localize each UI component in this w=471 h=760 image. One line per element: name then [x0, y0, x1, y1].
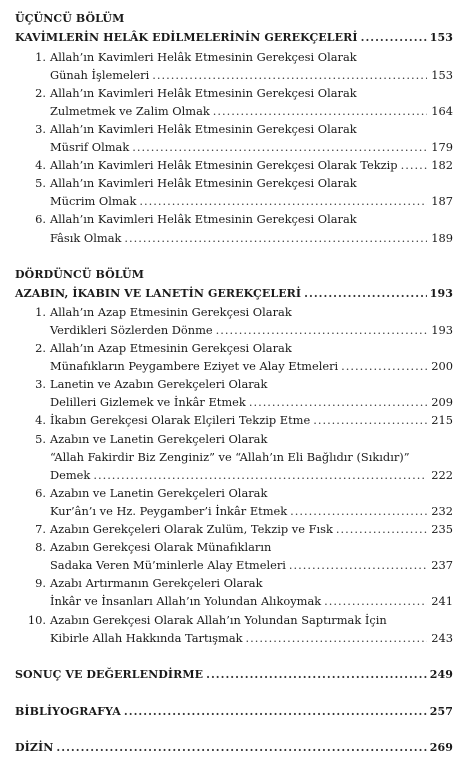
entry-number: 9. — [35, 576, 46, 590]
toc-entry[interactable] — [33, 522, 453, 537]
endmatter-row[interactable] — [15, 704, 453, 719]
toc-entry[interactable] — [33, 377, 471, 392]
dot-leader — [246, 395, 427, 410]
page-number: 222 — [431, 468, 453, 482]
chapter-title: AZABIN, İKABIN VE LANETİN GEREKÇELERİ — [15, 287, 302, 300]
endmatter-title: BİBLİYOGRAFYA — [15, 705, 121, 718]
dot-leader — [310, 413, 427, 428]
toc-entry-continuation[interactable] — [50, 323, 453, 338]
toc-entry[interactable] — [33, 50, 471, 65]
entry-title: Kur’ân’ı ve Hz. Peygamber’i İnkâr Etmek — [50, 504, 288, 518]
entry-title: Allah’ın Kavimleri Helâk Etmesinin Gerekçesi Olarak — [50, 176, 357, 190]
entry-number: 3. — [35, 122, 46, 136]
page-number: 235 — [431, 522, 453, 536]
page-number: 179 — [431, 140, 453, 154]
toc-entry-continuation[interactable] — [50, 468, 453, 483]
page-number: 164 — [431, 104, 453, 118]
toc-entry-continuation[interactable] — [50, 104, 453, 119]
entry-number: 3. — [35, 377, 46, 391]
dot-leader — [358, 30, 427, 45]
entry-title: Azabı Artırmanın Gerekçeleri Olarak — [50, 576, 263, 590]
part-heading: ÜÇÜNCÜ BÖLÜM — [15, 12, 125, 25]
dot-leader — [338, 359, 427, 374]
page-number: 209 — [431, 395, 453, 409]
entry-title: Fâsık Olmak — [50, 231, 122, 245]
page-number: 232 — [431, 504, 453, 518]
toc-entry-continuation[interactable] — [50, 194, 453, 209]
toc-entry-continuation[interactable] — [50, 231, 453, 246]
page-number: 182 — [431, 158, 453, 172]
dot-leader — [136, 194, 427, 209]
endmatter-row[interactable] — [15, 667, 453, 682]
entry-number: 4. — [35, 158, 46, 172]
entry-number: 2. — [35, 341, 46, 355]
toc-entry[interactable] — [33, 341, 471, 356]
entry-title: Demek — [50, 468, 91, 482]
page-number: 257 — [429, 705, 453, 718]
entry-title: Azabın Gerekçesi Olarak Allah’ın Yolundan Saptırmak İçin — [50, 613, 387, 627]
dot-leader — [149, 68, 427, 83]
entry-title: Allah’ın Kavimleri Helâk Etmesinin Gerekçesi Olarak — [50, 86, 357, 100]
chapter-title: KAVİMLERİN HELÂK EDİLMELERİNİN GEREKÇELERİ — [15, 31, 358, 44]
toc-entry-continuation[interactable] — [50, 140, 453, 155]
entry-number: 5. — [35, 432, 46, 446]
entry-title: İkabın Gerekçesi Olarak Elçileri Tekzip Etme — [50, 413, 311, 427]
toc-entry[interactable] — [33, 86, 471, 101]
toc-entry[interactable] — [33, 305, 471, 320]
page-number: 193 — [431, 323, 453, 337]
entry-title: Mücrim Olmak — [50, 194, 137, 208]
entry-title: Allah’ın Azap Etmesinin Gerekçesi Olarak — [50, 305, 292, 319]
endmatter-title: DİZİN — [15, 741, 54, 754]
entry-title: Lanetin ve Azabın Gerekçeleri Olarak — [50, 377, 268, 391]
entry-number: 1. — [35, 305, 46, 319]
toc-entry[interactable] — [33, 158, 453, 173]
dot-leader — [301, 286, 427, 301]
endmatter-title: SONUÇ VE DEĞERLENDİRME — [15, 668, 204, 681]
entry-title: “Allah Fakirdir Biz Zenginiz” ve “Allah’ın Eli Bağlıdır (Sıkıdır)” — [50, 450, 410, 464]
toc-entry[interactable] — [33, 212, 471, 227]
page-number: 241 — [431, 594, 453, 608]
toc-entry[interactable] — [33, 122, 471, 137]
entry-title: Müsrif Olmak — [50, 140, 130, 154]
entry-number: 5. — [35, 176, 46, 190]
entry-title: İnkâr ve İnsanları Allah’ın Yolundan Alıkoymak — [50, 594, 322, 608]
chapter-title-row[interactable] — [15, 286, 453, 301]
toc-entry-continuation[interactable] — [50, 504, 453, 519]
dot-leader — [90, 468, 427, 483]
page-number: 249 — [429, 668, 453, 681]
toc-entry-continuation[interactable] — [50, 558, 453, 573]
chapter-title-row[interactable] — [15, 30, 453, 45]
entry-number: 10. — [27, 613, 46, 627]
page-number: 187 — [431, 194, 453, 208]
dot-leader — [286, 558, 427, 573]
dot-leader — [243, 631, 427, 646]
entry-title: Allah’ın Azap Etmesinin Gerekçesi Olarak — [50, 341, 292, 355]
entry-title: Allah’ın Kavimleri Helâk Etmesinin Gerekçesi Olarak — [50, 212, 357, 226]
endmatter-row[interactable] — [15, 740, 453, 755]
entry-title: Allah’ın Kavimleri Helâk Etmesinin Gerekçesi Olarak — [50, 122, 357, 136]
entry-title: Delilleri Gizlemek ve İnkâr Etmek — [50, 395, 246, 409]
entry-number: 6. — [35, 486, 46, 500]
entry-number: 6. — [35, 212, 46, 226]
entry-title: Günah İşlemeleri — [50, 68, 150, 82]
entry-title: Azabın ve Lanetin Gerekçeleri Olarak — [50, 432, 268, 446]
entry-title: Kibirle Allah Hakkında Tartışmak — [50, 631, 243, 645]
entry-title: Azabın ve Lanetin Gerekçeleri Olarak — [50, 486, 268, 500]
entry-title: Verdikleri Sözlerden Dönme — [50, 323, 213, 337]
dot-leader — [53, 740, 427, 755]
page-number: 200 — [431, 359, 453, 373]
entry-number: 7. — [35, 522, 46, 536]
toc-entry[interactable] — [33, 576, 471, 591]
toc-entry[interactable] — [33, 176, 471, 191]
entry-number: 2. — [35, 86, 46, 100]
toc-entry[interactable] — [33, 540, 471, 555]
page-number: 215 — [431, 413, 453, 427]
entry-number: 8. — [35, 540, 46, 554]
dot-leader — [333, 522, 427, 537]
page-number: 153 — [431, 68, 453, 82]
dot-leader — [129, 140, 427, 155]
dot-leader — [203, 667, 427, 682]
toc-entry[interactable] — [33, 486, 471, 501]
page-number: 189 — [431, 231, 453, 245]
toc-entry-continuation[interactable] — [50, 68, 453, 83]
entry-title: Allah’ın Kavimleri Helâk Etmesinin Gerekçesi Olarak Tekzip — [50, 158, 398, 172]
toc-entry[interactable] — [33, 413, 453, 428]
entry-title: Azabın Gerekçeleri Olarak Zulüm, Tekzip ve Fısk — [50, 522, 333, 536]
toc-entry-continuation[interactable] — [50, 359, 453, 374]
toc-entry-continuation[interactable] — [50, 450, 471, 465]
toc-entry-continuation[interactable] — [50, 395, 453, 410]
toc-entry-continuation[interactable] — [50, 631, 453, 646]
toc-entry[interactable] — [27, 613, 471, 628]
entry-title: Sadaka Veren Mü’minlerle Alay Etmeleri — [50, 558, 286, 572]
toc-entry[interactable] — [33, 432, 471, 447]
page-number: 153 — [429, 31, 453, 44]
page-number: 237 — [431, 558, 453, 572]
page-number: 193 — [429, 287, 453, 300]
entry-title: Azabın Gerekçesi Olarak Münafıkların — [50, 540, 272, 554]
part-heading: DÖRDÜNCÜ BÖLÜM — [15, 268, 145, 281]
dot-leader — [287, 504, 427, 519]
toc-entry-continuation[interactable] — [50, 594, 453, 609]
dot-leader — [398, 158, 427, 173]
entry-title: Zulmetmek ve Zalim Olmak — [50, 104, 210, 118]
dot-leader — [213, 323, 427, 338]
dot-leader — [210, 104, 427, 119]
dot-leader — [321, 594, 427, 609]
entry-number: 1. — [35, 50, 46, 64]
entry-title: Münafıkların Peygambere Eziyet ve Alay Etmeleri — [50, 359, 339, 373]
page-number: 243 — [431, 631, 453, 645]
entry-title: Allah’ın Kavimleri Helâk Etmesinin Gerekçesi Olarak — [50, 50, 357, 64]
dot-leader — [121, 231, 427, 246]
page-number: 269 — [429, 741, 453, 754]
dot-leader — [121, 704, 427, 719]
entry-number: 4. — [35, 413, 46, 427]
